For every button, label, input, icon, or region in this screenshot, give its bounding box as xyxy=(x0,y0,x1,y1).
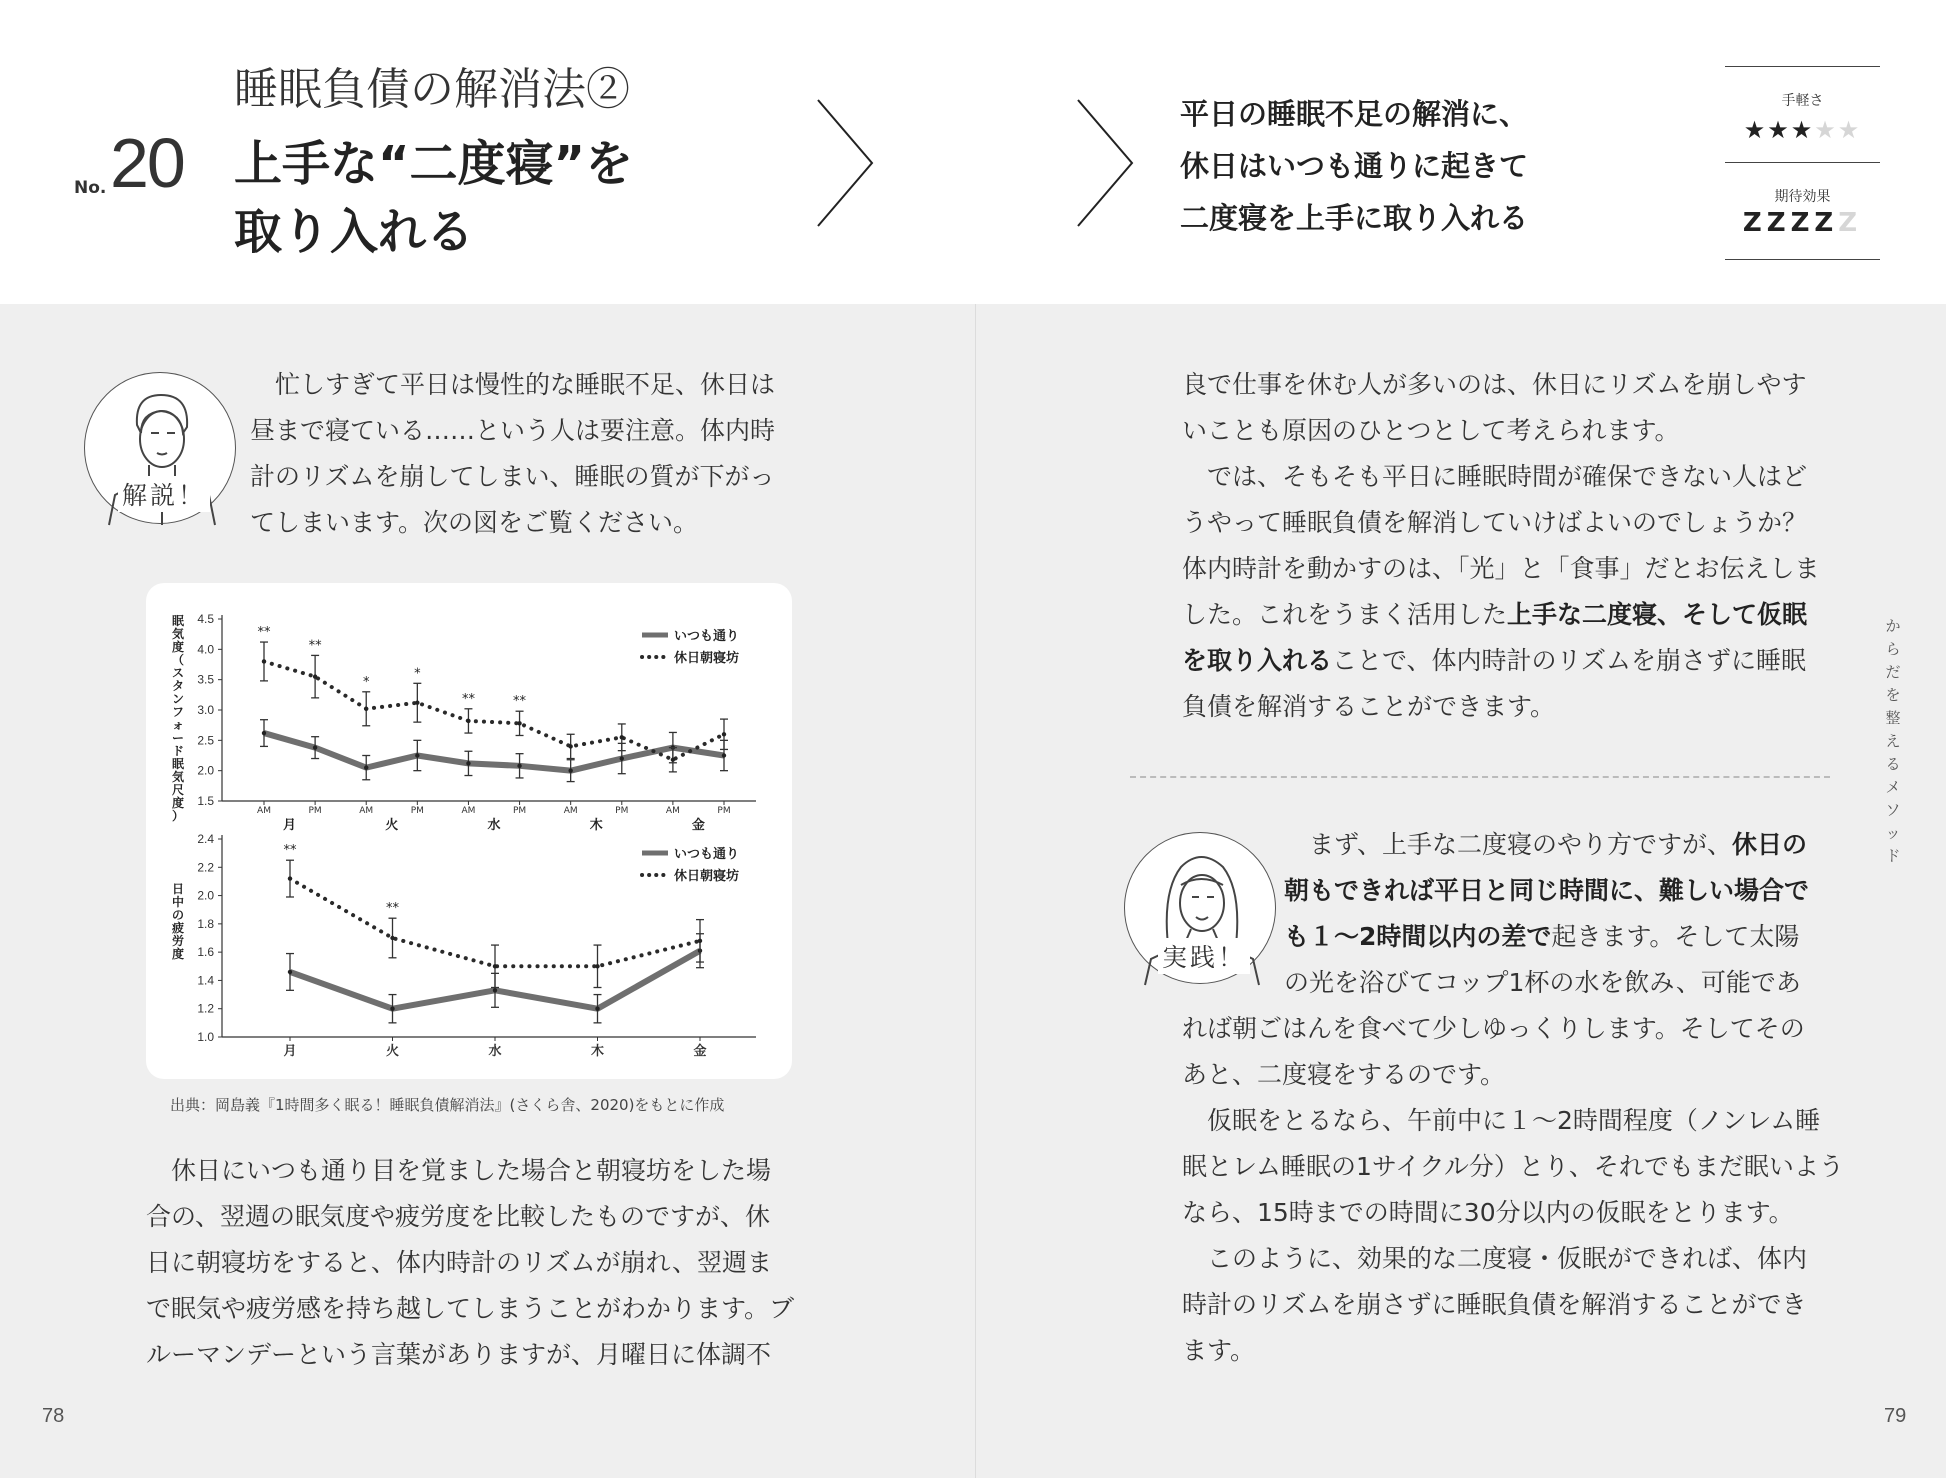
page-number-left: 78 xyxy=(42,1405,65,1427)
y-tick-label: 3.0 xyxy=(197,703,214,717)
text-line xyxy=(1182,454,1820,500)
text-run: 体内時計を動かすのは、「光」と「食事」だとお伝えしま xyxy=(1182,554,1820,583)
summary-line: 二度寝を上手に取り入れる xyxy=(1180,201,1529,235)
y-tick-label: 2.0 xyxy=(197,888,214,903)
effect-label: 期待効果 xyxy=(1774,189,1831,205)
body-paragraph xyxy=(146,1148,794,1378)
x-tick-label: PM xyxy=(410,806,424,816)
data-point xyxy=(493,964,497,968)
page-title xyxy=(234,130,633,266)
data-point xyxy=(262,731,266,735)
significance-mark: ** xyxy=(283,843,297,859)
method-number: 20 xyxy=(110,124,184,202)
side-category-label: からだを整えるメソッド xyxy=(1885,617,1901,865)
section-subtitle: 睡眠負債の解消法② xyxy=(234,64,630,115)
text-line xyxy=(1182,1098,1844,1144)
significance-mark: ** xyxy=(513,694,527,710)
y-axis-label-char: 度 xyxy=(171,796,185,810)
x-tick-label: 木 xyxy=(590,1044,605,1059)
data-point xyxy=(288,876,292,880)
data-point xyxy=(466,719,470,723)
text-line xyxy=(1284,822,1809,868)
significance-mark: ** xyxy=(386,901,399,917)
right-bottom-paragraph xyxy=(1182,1006,1844,1374)
day-label: 火 xyxy=(385,818,399,833)
x-tick-label: PM xyxy=(717,806,731,816)
data-point xyxy=(722,732,726,736)
text-line xyxy=(1182,362,1820,408)
significance-mark: ** xyxy=(461,691,475,707)
source-caption: 出典：岡島義『1時間多く眠る！睡眠負債解消法』(さくら舎、2020)をもとに作成 xyxy=(170,1096,725,1114)
text-run: 眠とレム睡眠の1サイクル分）とり、それでもまだ眠いよう xyxy=(1182,1152,1844,1181)
y-tick-label: 2.2 xyxy=(197,860,214,875)
fatigue-chart xyxy=(146,817,792,1067)
text-line: 合の、翌週の眠気度や疲労度を比較したものですが、休 xyxy=(146,1202,771,1231)
data-point xyxy=(390,1007,394,1011)
page-number-right: 79 xyxy=(1884,1405,1907,1427)
chevron-right-icon xyxy=(1072,96,1142,230)
x-tick-label: PM xyxy=(512,806,527,816)
text-line xyxy=(1182,1282,1844,1328)
y-tick-label: 1.6 xyxy=(197,945,214,960)
text-line xyxy=(1182,408,1820,454)
legend-label: いつも通り xyxy=(674,847,740,862)
y-tick-label: 1.0 xyxy=(197,1030,214,1044)
x-tick-label: PM xyxy=(308,806,322,816)
data-point xyxy=(595,1007,599,1011)
text-line xyxy=(1182,1190,1844,1236)
y-axis-label-char: フ xyxy=(171,705,185,719)
y-tick-label: 2.4 xyxy=(197,832,214,846)
y-axis-label-char: 尺 xyxy=(171,783,185,797)
summary-box xyxy=(1180,88,1528,244)
text-line: 日に朝寝坊をすると、体内時計のリズムが崩れ、翌週ま xyxy=(146,1248,773,1277)
emphasis-text: 上手な二度寝、そして仮眠 xyxy=(1507,600,1808,629)
y-axis-label-char: 度 xyxy=(171,947,185,961)
legend-label: いつも通り xyxy=(674,629,740,644)
emphasis-text: を取り入れる xyxy=(1182,646,1333,675)
text-run: れば朝ごはんを食べて少しゆっくりします。そしてその xyxy=(1182,1014,1805,1043)
text-run: ます。 xyxy=(1182,1336,1256,1365)
ease-label: 手軽さ xyxy=(1781,93,1824,109)
x-tick-label: AM xyxy=(461,806,476,816)
section-divider xyxy=(1130,776,1830,778)
day-label: 木 xyxy=(589,818,603,833)
y-axis-label-char: 眠 xyxy=(171,614,185,628)
intro-paragraph xyxy=(250,362,775,546)
data-point xyxy=(620,756,624,760)
text-line xyxy=(1284,960,1809,1006)
data-point xyxy=(671,758,675,762)
data-point xyxy=(262,659,266,663)
y-tick-label: 1.8 xyxy=(197,916,214,931)
text-line: 計のリズムを崩してしまい、睡眠の質が下がっ xyxy=(250,462,775,491)
text-run: なら、15時までの時間に30分以内の仮眠をとります。 xyxy=(1182,1198,1794,1227)
y-axis-label-char: 眠 xyxy=(171,757,185,771)
text-run: 負債を解消することができます。 xyxy=(1182,692,1556,721)
data-point xyxy=(722,753,726,757)
x-tick-label: 火 xyxy=(385,1044,400,1059)
page-gutter xyxy=(975,304,976,1478)
y-axis-label-char: 日 xyxy=(171,882,185,896)
text-line xyxy=(1182,684,1820,730)
x-tick-label: 月 xyxy=(283,1044,297,1059)
text-line: 休日にいつも通り目を覚ました場合と朝寝坊をした場 xyxy=(171,1156,772,1185)
y-axis-label-char: 労 xyxy=(171,934,185,948)
series-line-oversleep xyxy=(264,661,724,759)
right-top-paragraph xyxy=(1182,362,1820,730)
y-tick-label: 1.4 xyxy=(197,973,214,988)
text-run: このように、効果的な二度寝・仮眠ができれば、体内 xyxy=(1182,1244,1808,1273)
data-point xyxy=(620,735,624,739)
emphasis-text: 休日の xyxy=(1732,830,1808,859)
text-line: ルーマンデーという言葉がありますが、月曜日に体調不 xyxy=(146,1340,772,1369)
title-line-2: 取り入れる xyxy=(234,204,475,260)
y-axis-label-char: 度 xyxy=(171,640,185,654)
data-point xyxy=(390,936,394,940)
legend-label: 休日朝寝坊 xyxy=(674,651,740,666)
sleep-z-icon: ZZZZ xyxy=(1742,208,1839,238)
day-label: 水 xyxy=(487,818,501,833)
data-point xyxy=(415,701,419,705)
x-tick-label: 金 xyxy=(693,1044,707,1059)
number-prefix: No. xyxy=(74,178,107,198)
effect-rating xyxy=(1725,208,1880,238)
data-point xyxy=(313,745,317,749)
text-run: いことも原因のひとつとして考えられます。 xyxy=(1182,416,1680,445)
text-run: 起きます。そして太陽 xyxy=(1551,922,1800,951)
practice-badge: 実践！ xyxy=(1158,938,1250,974)
text-run: した。これをうまく活用した xyxy=(1182,600,1508,629)
y-axis-label-char: ド xyxy=(171,744,185,758)
data-point xyxy=(493,988,497,992)
x-tick-label: PM xyxy=(615,806,629,816)
text-run: の光を浴びてコップ1杯の水を飲み、可能であ xyxy=(1284,968,1801,997)
text-run: うやって睡眠負債を解消していけばよいのでしょうか？ xyxy=(1182,508,1808,537)
explanation-badge: 解説！ xyxy=(118,476,210,512)
text-line xyxy=(1182,546,1820,592)
x-tick-label: AM xyxy=(665,806,680,816)
y-axis-label-char: （ xyxy=(171,653,185,667)
chevron-right-icon xyxy=(812,96,882,230)
summary-line: 平日の睡眠不足の解消に、 xyxy=(1180,97,1529,131)
y-axis-label-char: 疲 xyxy=(171,921,185,935)
data-point xyxy=(595,964,599,968)
text-run: ことで、体内時計のリズムを崩さずに睡眠 xyxy=(1332,646,1807,675)
text-line: 忙しすぎて平日は慢性的な睡眠不足、休日は xyxy=(275,370,776,399)
emphasis-text: 朝もできれば平日と同じ時間に、難しい場合で xyxy=(1284,876,1810,905)
significance-mark: * xyxy=(414,666,421,682)
y-tick-label: 4.5 xyxy=(197,612,214,626)
text-line xyxy=(1182,638,1820,684)
data-point xyxy=(698,939,702,943)
y-tick-label: 2.0 xyxy=(197,763,214,778)
data-point xyxy=(364,707,368,711)
text-run: まず、上手な二度寝のやり方ですが、 xyxy=(1284,830,1733,859)
day-label: 月 xyxy=(283,818,297,833)
summary-line: 休日はいつも通りに起きて xyxy=(1180,149,1529,183)
data-point xyxy=(517,764,521,768)
emphasis-text: も１～2時間以内の差で xyxy=(1284,922,1552,951)
x-tick-label: AM xyxy=(359,806,374,816)
data-point xyxy=(364,765,368,769)
sleepiness-chart xyxy=(146,583,792,833)
text-run: では、そもそも平日に睡眠時間が確保できない人はど xyxy=(1182,462,1808,491)
y-tick-label: 2.5 xyxy=(197,733,214,748)
x-tick-label: 水 xyxy=(488,1044,502,1059)
data-point xyxy=(313,674,317,678)
text-line xyxy=(1182,1006,1844,1052)
text-run: 良で仕事を休む人が多いのは、休日にリズムを崩しやす xyxy=(1182,370,1807,399)
text-run: 仮眠をとるなら、午前中に１～2時間程度（ノンレム睡 xyxy=(1182,1106,1821,1135)
y-axis-label-char: ォ xyxy=(171,718,185,732)
y-tick-label: 4.0 xyxy=(197,642,214,657)
y-axis-label-char: 気 xyxy=(171,627,185,641)
text-line xyxy=(1284,914,1809,960)
x-tick-label: AM xyxy=(257,806,271,816)
practice-paragraph xyxy=(1284,822,1809,1006)
y-axis-label-char: タ xyxy=(171,679,185,693)
day-label: 金 xyxy=(691,818,705,833)
y-axis-label-char: ン xyxy=(171,692,185,706)
x-tick-label: AM xyxy=(563,806,578,816)
text-line xyxy=(1182,592,1820,638)
ease-stars xyxy=(1725,116,1880,144)
text-line: で眠気や疲労感を持ち越してしまうことがわかります。ブ xyxy=(146,1294,795,1323)
chart-card xyxy=(146,583,792,1079)
y-axis-label-char: ス xyxy=(171,666,185,680)
rating-box xyxy=(1725,66,1880,260)
text-run: 時計のリズムを崩さずに睡眠負債を解消することができ xyxy=(1182,1290,1807,1319)
significance-mark: * xyxy=(362,674,370,690)
text-line xyxy=(1284,868,1809,914)
y-tick-label: 3.5 xyxy=(197,672,214,687)
text-line xyxy=(1182,1236,1844,1282)
significance-mark: ** xyxy=(257,625,271,641)
data-point xyxy=(466,761,470,765)
text-line xyxy=(1182,1052,1844,1098)
text-line xyxy=(1182,1328,1844,1374)
star-icon: ★★★ xyxy=(1743,116,1815,144)
star-icon: ★★ xyxy=(1814,116,1862,144)
y-axis-label-char: ー xyxy=(171,731,185,745)
data-point xyxy=(568,744,572,748)
title-line-1: 上手な“二度寝”を xyxy=(234,136,634,192)
y-tick-label: 1.5 xyxy=(197,794,214,808)
y-axis-label-char: 中 xyxy=(171,895,185,909)
text-run: あと、二度寝をするのです。 xyxy=(1182,1060,1506,1089)
data-point xyxy=(517,721,521,725)
sleep-z-icon: Z xyxy=(1838,208,1863,238)
text-line: てしまいます。次の図をご覧ください。 xyxy=(250,508,699,537)
text-line: 昼まで寝ている……という人は要注意。体内時 xyxy=(250,416,776,445)
significance-mark: ** xyxy=(308,638,322,654)
y-tick-label: 1.2 xyxy=(197,1001,214,1016)
text-line xyxy=(1182,1144,1844,1190)
legend-label: 休日朝寝坊 xyxy=(674,869,740,884)
data-point xyxy=(415,753,419,757)
y-axis-label-char: 気 xyxy=(171,770,185,784)
data-point xyxy=(288,970,292,974)
y-axis-label-char: の xyxy=(171,908,185,922)
y-axis-label-char: ） xyxy=(171,809,185,823)
text-line xyxy=(1182,500,1820,546)
data-point xyxy=(568,768,572,772)
